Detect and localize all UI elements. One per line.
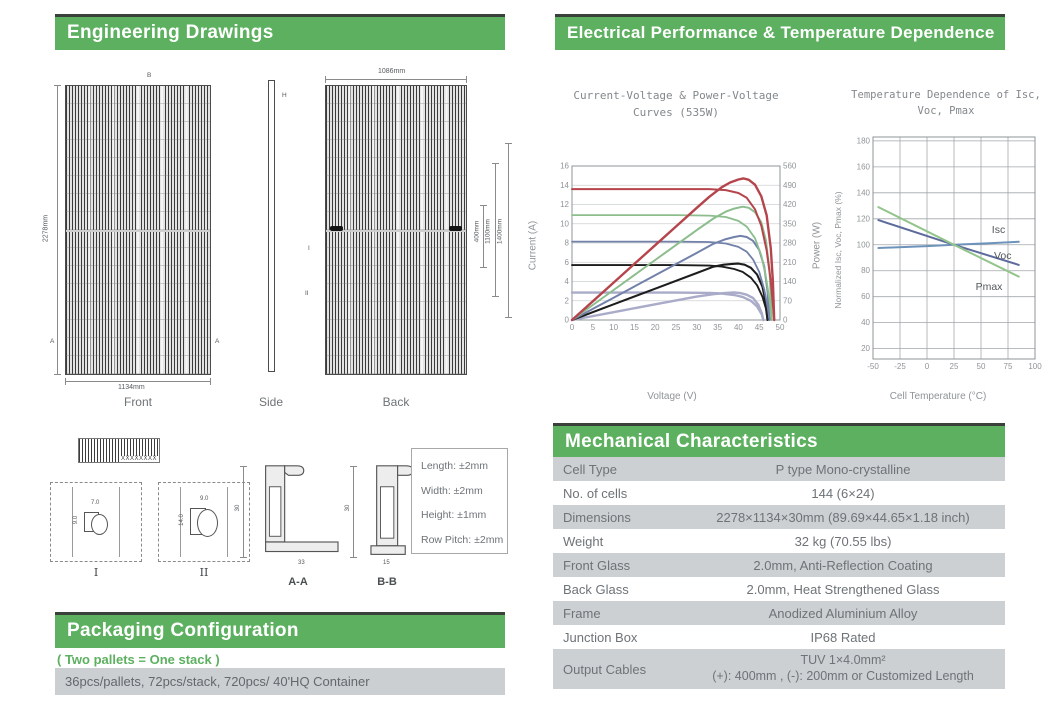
svg-text:0: 0 bbox=[564, 315, 569, 325]
front-view-drawing bbox=[65, 85, 211, 375]
row-label: Front Glass bbox=[563, 557, 631, 573]
tolerance-height: Height: ±1mm bbox=[421, 509, 487, 521]
bb-section-label: B-B bbox=[377, 576, 397, 588]
svg-text:420: 420 bbox=[783, 200, 797, 209]
row-value: 32 kg (70.55 lbs) bbox=[794, 533, 892, 549]
packaging-detail: 36pcs/pallets, 72pcs/stack, 720pcs/ 40'HQ Container bbox=[55, 668, 505, 695]
svg-text:100: 100 bbox=[856, 240, 870, 250]
panel-midseam bbox=[66, 230, 210, 232]
table-row bbox=[553, 601, 1005, 625]
svg-text:280: 280 bbox=[783, 238, 797, 248]
temp-xlabel: Cell Temperature (°C) bbox=[889, 391, 987, 402]
detail-ii-width: 9.0 bbox=[200, 496, 209, 502]
svg-text:75: 75 bbox=[1003, 362, 1013, 371]
table-row bbox=[553, 457, 1005, 481]
side-marker-h: H bbox=[282, 92, 287, 99]
back-width-dimension: 1086mm bbox=[378, 68, 406, 75]
svg-text:14: 14 bbox=[560, 180, 569, 190]
svg-text:5: 5 bbox=[590, 323, 596, 332]
svg-text:50: 50 bbox=[775, 323, 785, 332]
section-marker-b-top: B bbox=[147, 72, 152, 79]
detail-ii-label: II bbox=[199, 566, 209, 579]
row-value-line2: (+): 400mm , (-): 200mm or Customized Length bbox=[712, 669, 974, 683]
temperature-chart bbox=[843, 127, 1047, 385]
svg-text:20: 20 bbox=[650, 323, 660, 332]
table-row bbox=[553, 529, 1005, 553]
back-view-label: Back bbox=[382, 395, 410, 409]
table-row bbox=[553, 553, 1005, 577]
svg-text:180: 180 bbox=[856, 136, 870, 146]
row-value: P type Mono-crystalline bbox=[775, 461, 911, 477]
iv-pv-chart bbox=[546, 158, 808, 336]
svg-text:140: 140 bbox=[856, 188, 870, 198]
svg-text:100: 100 bbox=[1028, 362, 1042, 371]
row-label: Dimensions bbox=[563, 509, 631, 525]
section-header-engineering-drawings: Engineering Drawings bbox=[55, 14, 505, 50]
iv-chart-title: Current-Voltage & Power-Voltage Curves (535W) bbox=[573, 89, 779, 119]
tolerance-length: Length: ±2mm bbox=[421, 460, 489, 472]
aa-height-dim: 30 bbox=[235, 504, 241, 512]
svg-text:40: 40 bbox=[733, 323, 743, 332]
svg-text:0: 0 bbox=[569, 323, 575, 332]
svg-text:70: 70 bbox=[783, 296, 792, 306]
side-view-label: Side bbox=[258, 395, 284, 409]
slot-oval bbox=[197, 509, 218, 537]
svg-text:20: 20 bbox=[861, 344, 870, 354]
svg-text:210: 210 bbox=[783, 257, 797, 267]
row-value: 2.0mm, Heat Strengthened Glass bbox=[746, 581, 940, 597]
row-label: Output Cables bbox=[563, 661, 647, 677]
row-value: IP68 Rated bbox=[810, 629, 876, 645]
back-dimension-1100: 1100mm bbox=[484, 219, 492, 244]
section-header-electrical: Electrical Performance & Temperature Dependence bbox=[555, 14, 1005, 50]
svg-text:-25: -25 bbox=[894, 362, 906, 371]
svg-text:4: 4 bbox=[564, 277, 569, 286]
aa-section-label: A-A bbox=[288, 576, 308, 588]
svg-text:80: 80 bbox=[861, 266, 870, 276]
iv-ylabel-power: Power (W) bbox=[811, 221, 823, 270]
mechanical-table bbox=[553, 457, 1005, 689]
row-value-line1: TUV 1×4.0mm² bbox=[800, 653, 886, 668]
iv-xlabel-voltage: Voltage (V) bbox=[647, 391, 697, 402]
section-marker-a-right: A bbox=[215, 338, 220, 345]
detail-i-height: 9.0 bbox=[73, 515, 79, 525]
row-value: 2.0mm, Anti-Reflection Coating bbox=[753, 557, 933, 573]
row-value: 2278×1134×30mm (89.69×44.65×1.18 inch) bbox=[716, 509, 970, 525]
temp-ylabel: Normalized Isc, Voc, Pmax (%) bbox=[833, 191, 843, 309]
barcode-text: XXXXXXXX bbox=[120, 456, 157, 462]
table-row bbox=[553, 577, 1005, 601]
front-height-dimension: 2278mm bbox=[42, 214, 50, 243]
mounting-slot-right bbox=[449, 226, 462, 231]
svg-text:120: 120 bbox=[856, 214, 870, 224]
detail-box-i bbox=[50, 482, 142, 562]
svg-text:16: 16 bbox=[560, 161, 569, 171]
svg-text:6: 6 bbox=[564, 257, 569, 267]
back-dim-line-1400 bbox=[508, 143, 509, 318]
aa-height-line bbox=[243, 466, 244, 558]
aa-width-dim: 33 bbox=[298, 560, 305, 566]
section-header-packaging: Packaging Configuration bbox=[55, 612, 505, 648]
svg-text:30: 30 bbox=[692, 323, 702, 332]
svg-text:Isc: Isc bbox=[991, 224, 1006, 237]
iv-ylabel-current: Current (A) bbox=[527, 220, 539, 271]
detail-line bbox=[227, 487, 228, 557]
temp-chart-title: Temperature Dependence of Isc, Voc, Pmax bbox=[851, 89, 1041, 117]
detail-line bbox=[119, 487, 120, 557]
frame-profile-aa bbox=[248, 462, 348, 562]
back-dimension-1400: 1400mm bbox=[496, 218, 504, 245]
section-marker-a-left: A bbox=[50, 338, 55, 345]
front-width-dimension-line bbox=[65, 381, 211, 382]
svg-text:Pmax: Pmax bbox=[975, 281, 1003, 294]
table-row bbox=[553, 505, 1005, 529]
table-row bbox=[553, 649, 1005, 689]
row-label: Frame bbox=[563, 605, 601, 621]
panel-midseam bbox=[326, 230, 466, 232]
tolerance-width: Width: ±2mm bbox=[421, 484, 483, 497]
bb-height-line bbox=[353, 466, 354, 558]
row-label: Cell Type bbox=[563, 461, 617, 477]
row-label: Back Glass bbox=[563, 581, 629, 597]
svg-text:15: 15 bbox=[629, 323, 639, 332]
section-header-mechanical: Mechanical Characteristics bbox=[553, 423, 1005, 457]
packaging-note: ( Two pallets = One stack ) bbox=[57, 652, 220, 667]
svg-text:10: 10 bbox=[560, 219, 569, 229]
back-marker-ii: II bbox=[305, 290, 309, 297]
svg-text:2: 2 bbox=[564, 296, 569, 306]
svg-text:10: 10 bbox=[609, 323, 619, 332]
tolerance-box bbox=[411, 448, 508, 554]
svg-text:50: 50 bbox=[976, 362, 986, 371]
svg-text:-50: -50 bbox=[867, 362, 879, 371]
detail-i-width: 7.0 bbox=[91, 500, 100, 506]
detail-i-label: I bbox=[93, 566, 99, 579]
row-value: 144 (6×24) bbox=[811, 485, 875, 501]
side-view-drawing bbox=[268, 80, 275, 372]
svg-text:8: 8 bbox=[564, 238, 569, 248]
svg-text:Voc: Voc bbox=[993, 250, 1012, 263]
back-marker-i: I bbox=[308, 245, 310, 252]
barcode bbox=[78, 438, 160, 463]
front-width-dimension: 1134mm bbox=[118, 384, 145, 391]
row-label: Weight bbox=[563, 533, 604, 549]
svg-text:40: 40 bbox=[861, 318, 870, 328]
svg-text:490: 490 bbox=[783, 180, 797, 190]
svg-text:160: 160 bbox=[856, 162, 870, 172]
row-label: No. of cells bbox=[563, 485, 628, 501]
row-value: Anodized Aluminium Alloy bbox=[768, 605, 918, 621]
svg-text:60: 60 bbox=[861, 292, 870, 302]
svg-text:560: 560 bbox=[783, 161, 797, 171]
back-dimension-400: 400mm bbox=[473, 220, 481, 243]
svg-text:35: 35 bbox=[713, 323, 723, 332]
back-view-drawing bbox=[325, 85, 467, 375]
svg-text:140: 140 bbox=[783, 277, 797, 286]
slot-oval bbox=[91, 514, 108, 535]
detail-ii-height: 14.0 bbox=[179, 514, 185, 526]
bb-width-dim: 15 bbox=[383, 560, 390, 566]
front-height-dimension-line bbox=[57, 85, 58, 375]
row-value bbox=[681, 653, 1005, 684]
svg-text:12: 12 bbox=[560, 200, 569, 209]
svg-text:25: 25 bbox=[949, 362, 959, 371]
mounting-slot-left bbox=[330, 226, 343, 231]
bb-height-dim: 30 bbox=[345, 504, 351, 512]
row-label: Junction Box bbox=[563, 629, 638, 645]
tolerance-row-pitch: Row Pitch: ±2mm bbox=[421, 533, 504, 546]
table-row bbox=[553, 625, 1005, 649]
table-row bbox=[553, 481, 1005, 505]
svg-text:25: 25 bbox=[671, 323, 681, 332]
svg-text:0: 0 bbox=[783, 315, 788, 325]
svg-text:350: 350 bbox=[783, 219, 797, 229]
svg-text:0: 0 bbox=[924, 362, 930, 371]
front-view-label: Front bbox=[123, 395, 152, 409]
svg-text:45: 45 bbox=[754, 323, 764, 332]
back-width-dimension-line bbox=[325, 79, 467, 80]
